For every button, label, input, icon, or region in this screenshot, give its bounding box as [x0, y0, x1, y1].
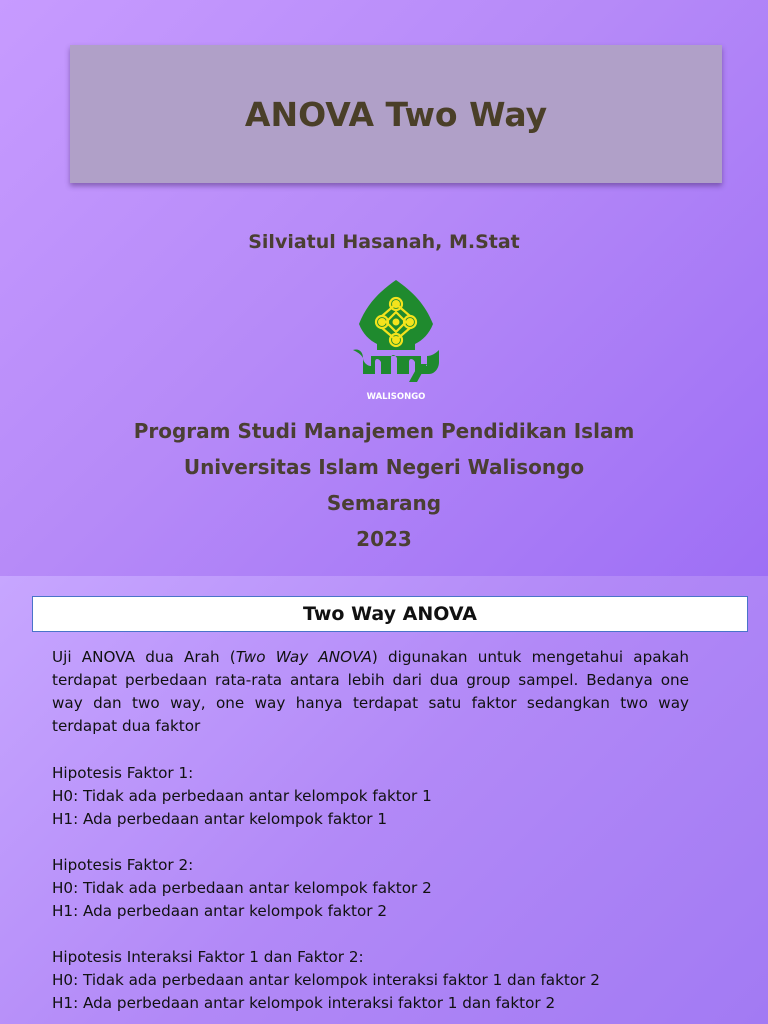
slide-title: ANOVA Two Way — [244, 94, 548, 134]
hypothesis-group-3 — [52, 946, 689, 1015]
year: 2023 — [356, 527, 412, 551]
hypothesis-group-1 — [52, 762, 689, 831]
hypothesis-h0: H0: Tidak ada perbedaan antar kelompok faktor 1 — [52, 787, 432, 805]
hypothesis-h0: H0: Tidak ada perbedaan antar kelompok interaksi faktor 1 dan faktor 2 — [52, 971, 600, 989]
intro-text-end: ) digunakan untuk mengetahui apakah terdapat perbedaan rata-rata antara lebih dari dua group sampel. Bedanya one way dan two way, one way hanya terdapat satu faktor sedangkan two way terdapat dua faktor — [52, 648, 689, 735]
hypothesis-group-2 — [52, 854, 689, 923]
slide-heading: Two Way ANOVA — [303, 603, 477, 625]
hypothesis-title: Hipotesis Faktor 2: — [52, 856, 194, 874]
hypothesis-h1: H1: Ada perbedaan antar kelompok faktor 1 — [52, 810, 387, 828]
hypothesis-h0: H0: Tidak ada perbedaan antar kelompok faktor 2 — [52, 879, 432, 897]
content-slide — [0, 576, 768, 1024]
title-box — [70, 45, 722, 183]
hypothesis-h1: H1: Ada perbedaan antar kelompok interaksi faktor 1 dan faktor 2 — [52, 994, 556, 1012]
study-program: Program Studi Manajemen Pendidikan Islam — [133, 419, 635, 443]
intro-italic-term: Two Way ANOVA — [235, 648, 372, 666]
intro-text-start: Uji ANOVA dua Arah ( — [52, 648, 236, 666]
city: Semarang — [326, 491, 442, 515]
university-name: Universitas Islam Negeri Walisongo — [183, 455, 585, 479]
logo-wordmark: WALISONGO — [366, 392, 426, 402]
hypothesis-h1: H1: Ada perbedaan antar kelompok faktor 2 — [52, 902, 387, 920]
intro-paragraph — [52, 646, 689, 738]
uin-walisongo-logo-icon — [349, 278, 443, 406]
heading-box — [32, 596, 748, 632]
author-name: Silviatul Hasanah, M.Stat — [248, 231, 520, 253]
hypothesis-title: Hipotesis Faktor 1: — [52, 764, 194, 782]
hypothesis-title: Hipotesis Interaksi Faktor 1 dan Faktor 2: — [52, 948, 364, 966]
